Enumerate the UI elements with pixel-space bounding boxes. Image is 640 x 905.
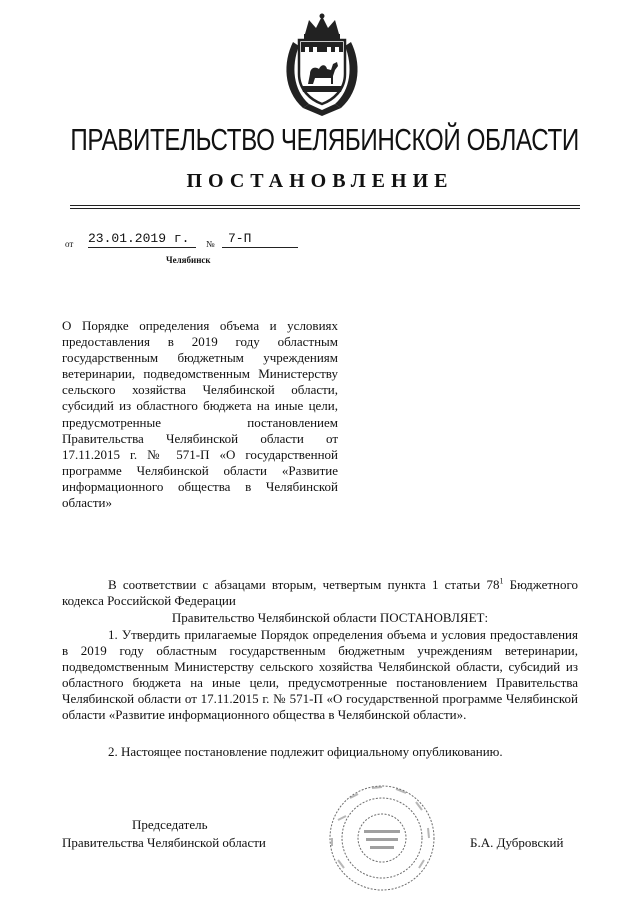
preamble-text-end: Бюджетного кодекса Российской Федерации: [62, 577, 579, 609]
header-divider: [70, 205, 580, 206]
chelyabinsk-coat-of-arms-icon: [275, 12, 369, 118]
clause-2: 2. Настоящее постановление подлежит официальному опубликованию.: [108, 744, 503, 759]
document-subject: О Порядке определения объема и условиях предоставления в 2019 году областным государственным бюджетным учреждениям ветеринарии, подведомственным Министерству сельского хозяйства Челябинской области, субсидий из областного бюджета на иные цели, предусмотренные постановлением Правительства Челябинской области от 17.11.2015 г. № 571-П «О государственной программе Челябинской области «Развитие информационного общества в Челябинской области»: [62, 318, 338, 511]
issue-city: Челябинск: [166, 255, 211, 265]
preamble-text: В соответствии с абзацами вторым, четвертым пункта 1 статьи 78: [108, 577, 500, 592]
document-requisites: [65, 231, 365, 253]
round-official-seal-icon: [316, 780, 448, 896]
clause-1: 1. Утвердить прилагаемые Порядок определения объема и условия предоставления в 2019 году областным государственным бюджетным учреждениям ветеринарии, подведомственным Министерству сельского хозяйства Челябинской области, субсидий из областного бюджета на иные цели, предусмотренные постановлением Правительства Челябинской области от 17.11.2015 г. № 571-П «О государственной программе Челябинской области «Развитие информационного общества в Челябинской области».: [62, 627, 578, 723]
government-name: ПРАВИТЕЛЬСТВО ЧЕЛЯБИНСКОЙ ОБЛАСТИ: [70, 122, 579, 157]
document-number: 7-П: [222, 231, 298, 248]
signatory-title: Правительства Челябинской области: [62, 835, 266, 850]
number-label: №: [206, 239, 215, 249]
document-type: ПОСТАНОВЛЕНИЕ: [186, 170, 454, 192]
resolution-statement: Правительство Челябинской области ПОСТАНОВЛЯЕТ:: [171, 610, 489, 625]
header-divider: [70, 208, 580, 209]
signatory-name: Б.А. Дубровский: [470, 835, 564, 850]
date-label: от: [65, 239, 74, 249]
preamble-superscript: 1: [499, 576, 504, 586]
document-date: 23.01.2019 г.: [88, 231, 196, 248]
preamble: [62, 577, 578, 609]
signatory-title: Председатель: [132, 817, 208, 832]
